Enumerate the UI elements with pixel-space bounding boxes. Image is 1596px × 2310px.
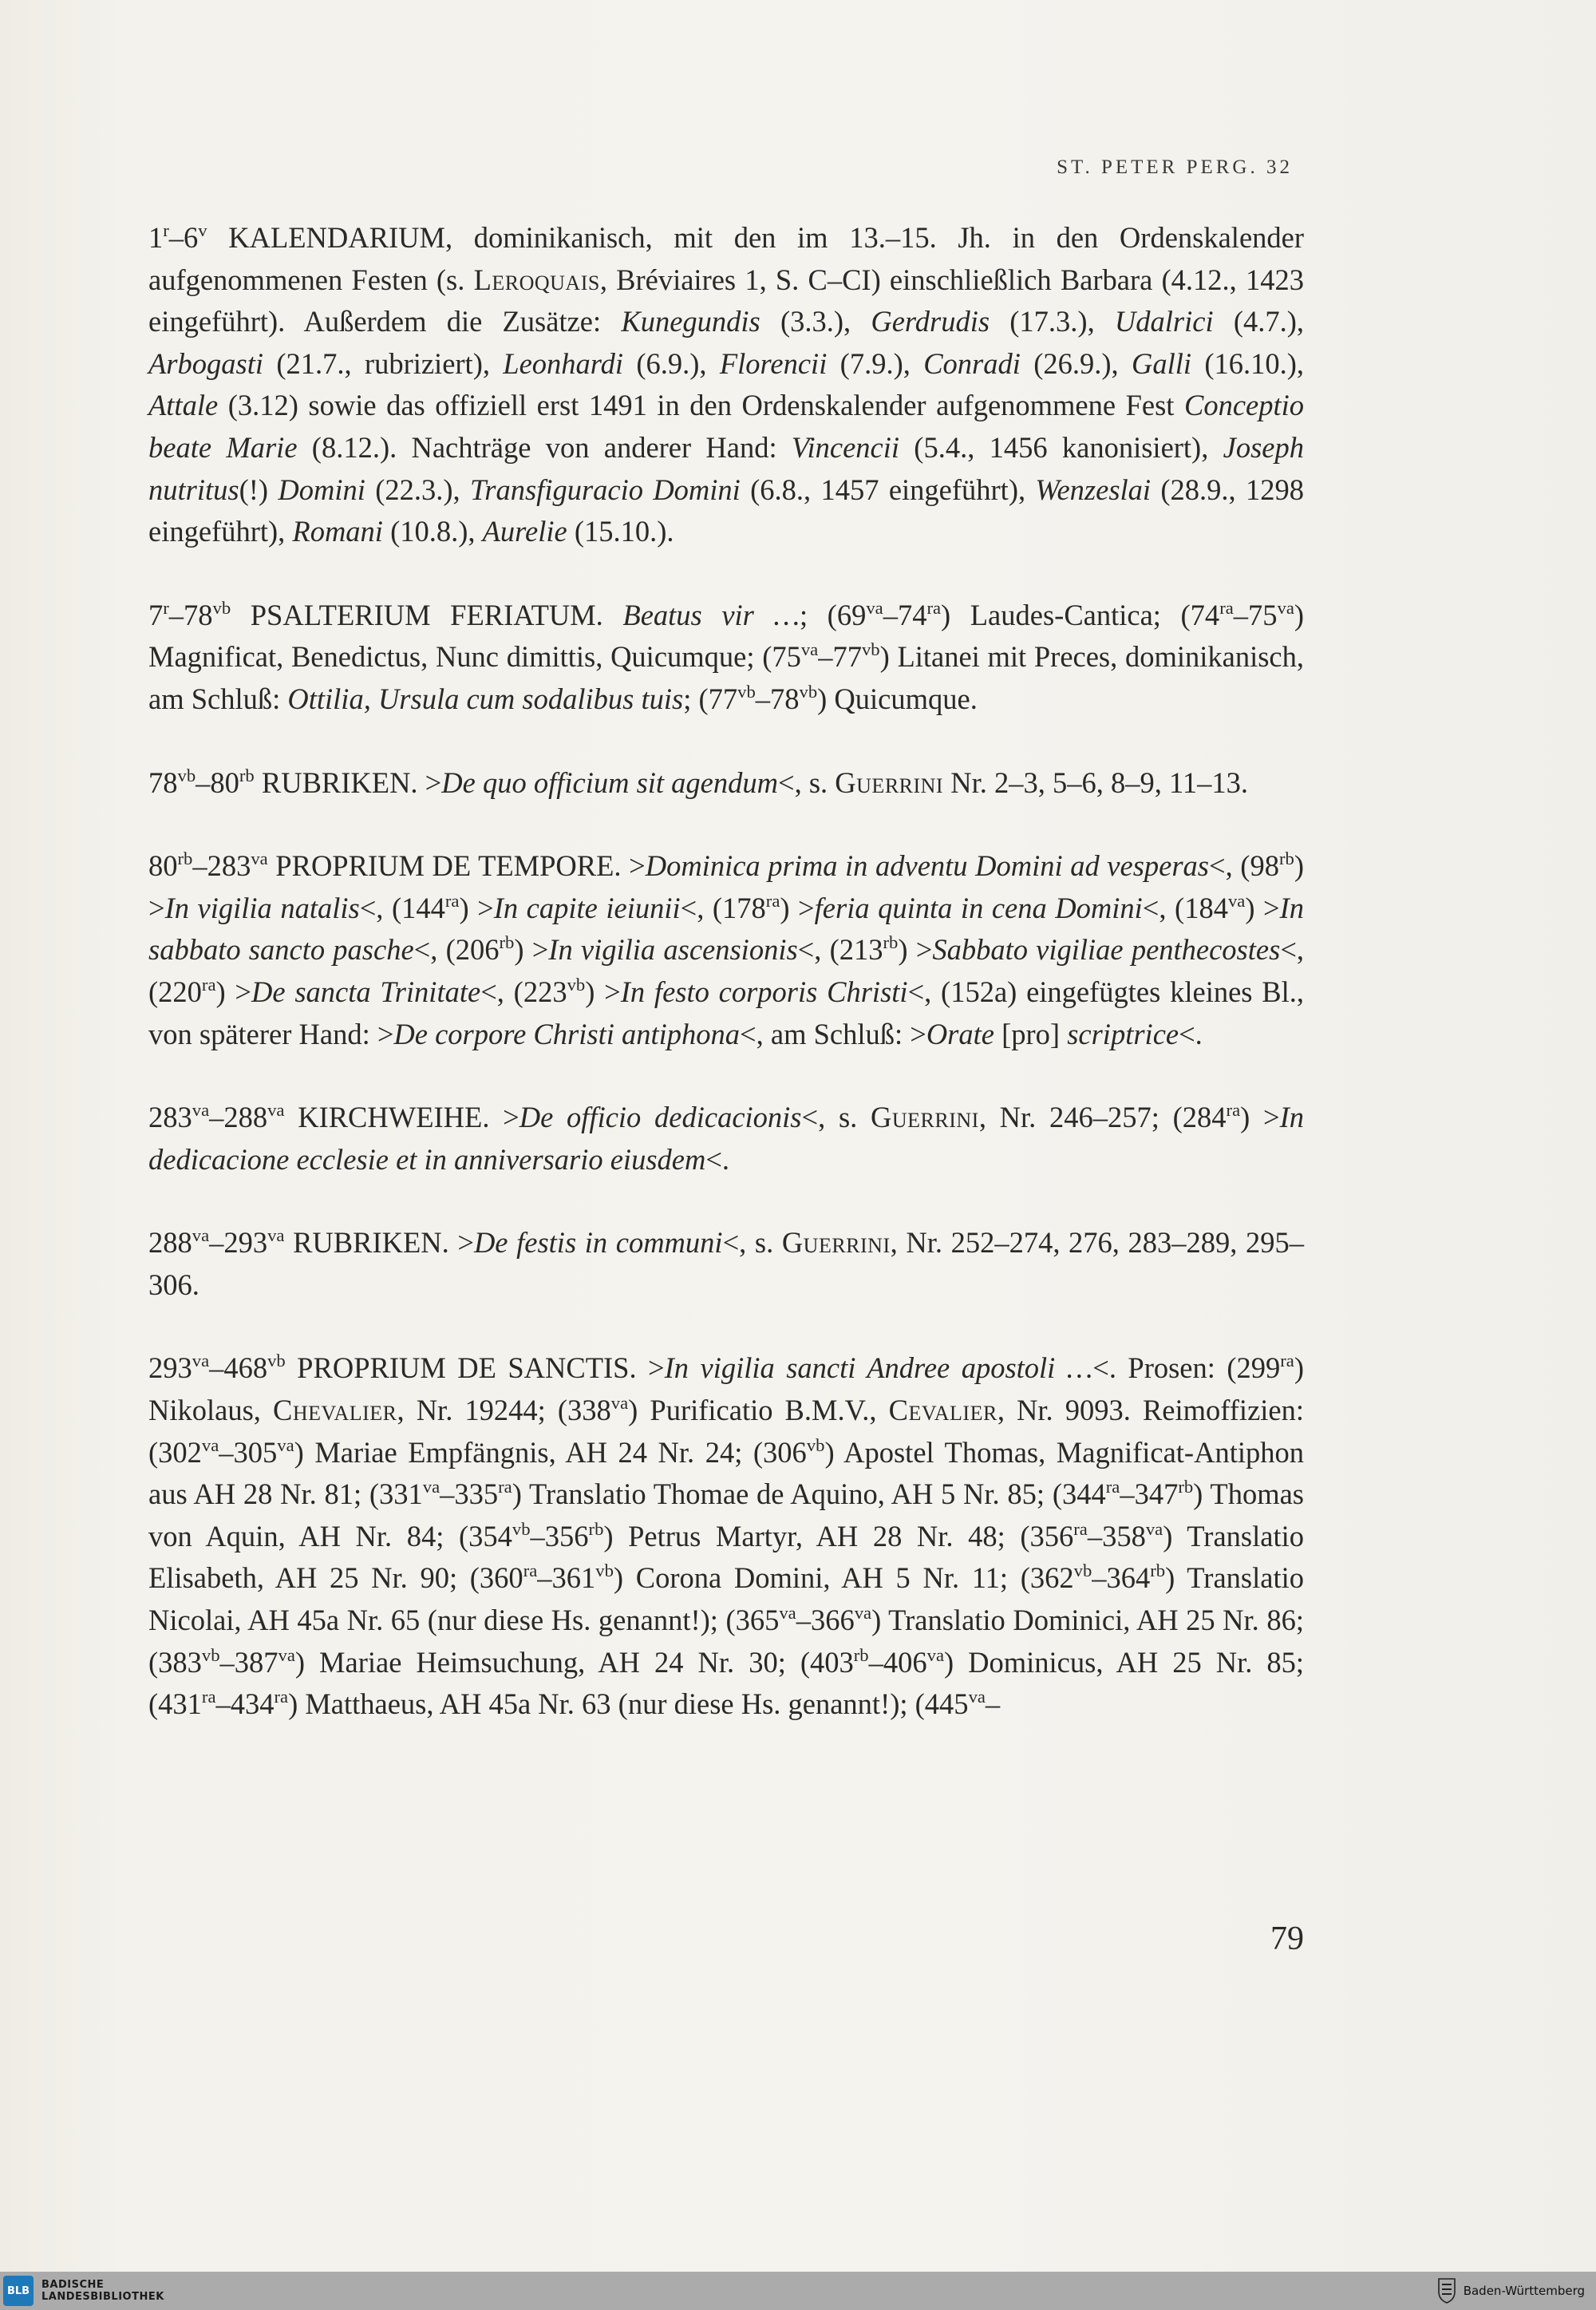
author-reference: Guerrini (781, 1226, 891, 1260)
section-rubric: RUBRIKEN. > (254, 765, 442, 799)
section-rubric: RUBRIKEN. > (284, 1226, 474, 1260)
text-block (148, 217, 1304, 1726)
section-rubric: KALENDARIUM (207, 221, 445, 254)
entry-kirchweihe: $283^{va}-288^{va}$ KIRCHWEIHE. >De officio dedicacionis<, s. Guerrini, Nr. 246–257; $(284^{ra}) >In$ dedicacione ecclesie et in anniversario eiusdem<. (148, 1100, 1304, 1176)
viewer-footer-bar (0, 2272, 1596, 2310)
author-reference: Leroquais (473, 263, 600, 296)
entry-rubriken-1: $78^{vb}-80^{rb}$ RUBRIKEN. >De quo officium sit agendum<, s. Guerrini Nr. 2–3, 5–6, 8–9, 11–13. (148, 765, 1248, 799)
entry-proprium-de-sanctis: $293^{va}-468^{vb}$ PROPRIUM DE SANCTIS. >In vigilia sancti Andree apostoli …<. Prosen: $(299^{ra})$ Nikolaus, Chevalier, Nr. 19244; $(338^{va})$ Purificatio B.M.V., Cevalier, Nr. 9093. Reimoffizien: $(302^{va}-305^{va})$ Mariae Empfängnis, AH 24 Nr. 24; $(306^{vb})$ Apostel Thomas, Magnificat-Antiphon aus AH 28 Nr. 81; $(331^{va}-335^{ra})$ Translatio Thomae de Aquino, AH 5 Nr. 85; $(344^{ra}-347^{rb})$ Thomas von Aquin, AH Nr. 84; $(354^{vb}-356^{rb})$ Petrus Martyr, AH 28 Nr. 48; $(356^{ra}-358^{va})$ Translatio Elisabeth, AH 25 Nr. 90; $(360^{ra}-361^{vb})$ Corona Domini, AH 5 Nr. 11; $(362^{vb}-364^{rb})$ Translatio Nicolai, AH 45a Nr. 65 (nur diese Hs. genannt!); $(365^{va}-366^{va})$ Translatio Dominici, AH 25 Nr. 86; $(383^{vb}-387^{va})$ Mariae Heimsuchung, AH 24 Nr. 30; $(403^{rb}-406^{va})$ Dominicus, AH 25 Nr. 85; $(431^{ra}-434^{ra})$ Matthaeus, AH 45a Nr. 63 (nur diese Hs. genannt!); ($445^{va}-$ (148, 1351, 1305, 1721)
entry-rubriken-2: $288^{va}-293^{va}$ RUBRIKEN. >De festis in communi<, s. Guerrini, Nr. 252–274, 276, 283–289, 295–306. (148, 1225, 1304, 1301)
section-rubric: PROPRIUM DE TEMPORE. > (267, 849, 646, 883)
library-logo: BLB (3, 2276, 34, 2306)
state-name: Baden-Württemberg (1463, 2284, 1585, 2298)
section-rubric: PSALTERIUM FERIATUM. (231, 598, 623, 631)
running-head: ST. PETER PERG. 32 (1057, 156, 1293, 178)
page-number: 79 (1270, 1920, 1304, 1957)
author-reference: Guerrini (835, 765, 944, 799)
author-reference: Guerrini (871, 1101, 979, 1134)
state-branding[interactable] (1436, 2277, 1585, 2304)
section-rubric: PROPRIUM DE SANCTIS. > (285, 1351, 665, 1385)
author-reference: Chevalier (273, 1394, 397, 1427)
author-reference: Cevalier (888, 1394, 998, 1427)
library-branding[interactable] (3, 2276, 164, 2306)
coat-of-arms-icon (1436, 2277, 1457, 2304)
library-name: BADISCHE LANDESBIBLIOTHEK (41, 2279, 164, 2303)
entry-kalendarium: 1$^r$–6$^v$ KALENDARIUM, dominikanisch, mit den im 13.–15. Jh. in den Ordenskalender aufgenommenen Festen (s. Leroquais, Bréviaires 1, S. C–CI) einschließlich Barbara (4.12., 1423 eingeführt). Außerdem die Zusätze: Kunegundis (3.3.), Gerdrudis (17.3.), Udalrici (4.7.), Arbogasti (21.7., rubriziert), Leonhardi (6.9.), Florencii (7.9.), Conradi (26.9.), Galli (16.10.), Attale (3.12) sowie das offiziell erst 1491 in den Ordenskalender aufgenommene Fest Conceptio beate Marie (8.12.). Nachträge von anderer Hand: Vincencii (5.4., 1456 kanonisiert), Joseph nutritus(!) Domini (22.3.), Transfiguracio Domini (6.8., 1457 eingeführt), Wenzeslai (28.9., 1298 eingeführt), Romani (10.8.), Aurelie (15.10.). (148, 220, 1305, 548)
entry-proprium-de-tempore: $80^{rb}-283^{va}$ PROPRIUM DE TEMPORE. >Dominica prima in adventu Domini ad vesperas<, $(98^{rb}) >In$ vigilia natalis<, $(144^{ra}) >In$ capite ieiunii<, $(178^{ra})$ >feria quinta in cena Domini<, $(184^{va}) >In$ sabbato sancto pasche<, $(206^{rb}) >In$ vigilia ascensionis<, $(213^{rb})$ >Sabbato vigiliae penthecostes<, $(220^{ra}) >De$ sancta Trinitate<, $(223^{vb}) >In$ festo corporis Christi<, (152a) eingefügtes kleines Bl., von späterer Hand: >De corpore Christi antiphona<, am Schluß: >Orate [pro] scriptrice<. (148, 848, 1305, 1050)
section-rubric: KIRCHWEIHE. > (284, 1101, 519, 1134)
entry-psalterium: $7^r-78^{vb}$ PSALTERIUM FERIATUM. Beatus vir …; $(69^{va}-74^{ra})$ Laudes-Cantica; $(74^{ra}-75^{va})$ Magnificat, Benedictus, Nunc dimittis, Quicumque; $(75^{va}-77^{vb})$ Litanei mit Preces, dominikanisch, am Schluß: Ottilia, Ursula cum sodalibus tuis; $(77^{vb}-78^{vb})$ Quicumque. (148, 597, 1305, 715)
